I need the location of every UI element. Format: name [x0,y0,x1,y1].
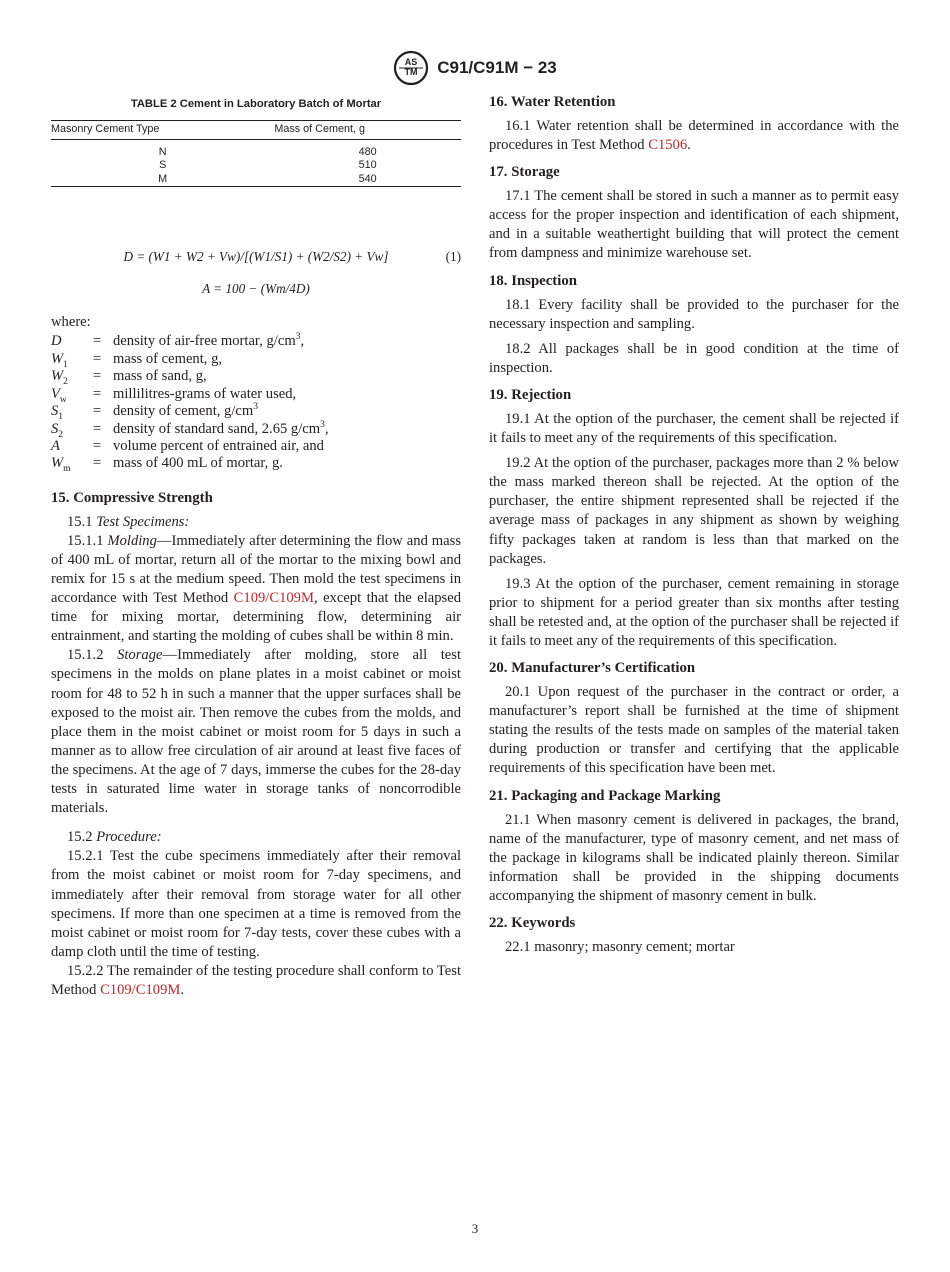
equation-2-body: A = 100 − (Wm/4D) [202,281,310,297]
variable-row [51,403,329,420]
variable-description: density of standard sand, 2.65 $g/cm^3$, [113,419,329,437]
equation-1 [51,241,461,273]
svg-text:TM: TM [404,67,418,77]
variable-row [51,438,329,455]
equals-sign: = [92,420,102,437]
equation-2 [51,273,461,305]
para-15-2-title: Procedure: [96,829,162,846]
para-15-1-title: Test Specimens: [96,513,190,530]
para-19-1: 19.1 At the option of the purchaser, the cement shall be rejected if it fails to meet any of the requirements of this specification. [489,410,899,447]
link-c1506[interactable]: C1506 [648,137,688,154]
variable-description: mass of sand, g, [113,368,207,385]
variable-symbol: D [51,333,62,350]
variable-definitions [51,332,329,475]
section-22-heading: 22. Keywords [489,915,576,931]
section-20-heading: 20. Manufacturer’s Certification [489,660,696,677]
variable-symbol: $W_2$ [51,368,68,388]
table-cell: 480 [358,145,377,158]
table-cell: 540 [274,173,461,187]
para-15-2-1: 15.2.1 Test the cube specimens immediately after their removal from the moist cabinet or moist room for 7-day specimens, and immediately after their removal from storage water for all other specimens. If more than one specimen at a time is removed from the moist cabinet or moist room for 7-day tests, cover these cubes with a damp cloth until the time of testing. [51,848,461,960]
variable-row [51,368,329,385]
para-15-2: 15.2 Procedure: [67,829,162,846]
para-18-2: 18.2 All packages shall be in good condition at the time of inspection. [489,340,899,376]
where-label: where: [51,314,91,331]
equation-1-body: D = (W1 + W2 + Vw)/[(W1/S1) + (W2/S2) + Vw] [123,249,389,265]
variable-description: volume percent of entrained air, and [113,437,324,454]
document-designation: C91/C91M − 23 [437,58,557,77]
section-21-heading: 21. Packaging and Package Marking [489,787,721,804]
equals-sign: = [92,403,102,420]
variable-symbol: $S_1$ [51,403,64,422]
left-column [51,92,461,1000]
variable-description: density of cement, $g/cm^3$ [113,402,258,420]
variable-description: mass of 400 mL of mortar, g. [113,455,283,472]
table-2-title: TABLE 2 Cement in Laboratory Batch of Mortar [130,98,382,110]
col-header-cement-type: Masonry Cement Type [51,121,274,140]
para-21-1: 21.1 When masonry cement is delivered in packages, the brand, name of the manufacturer, type of masonry cement, and net mass of the package in kilograms shall be indicated plainly thereon. Similar information shall be provided in the shipping documents accompanying the shipment of masonry cement in bulk. [489,811,899,904]
variable-symbol: $W_m$ [51,455,71,475]
section-15-heading: 15. Compressive Strength [51,489,213,506]
equation-1-number: (1) [445,249,461,265]
link-c109[interactable]: C109/C109M [233,590,314,607]
table-row [51,173,461,187]
variable-row [51,455,329,472]
equals-sign: = [92,368,102,385]
equals-sign: = [92,350,102,367]
variable-description: density of air-free mortar, $g/cm^3$, [113,332,305,350]
variable-row [51,386,329,403]
variable-row [51,333,329,350]
section-17-heading: 17. Storage [489,164,560,181]
variable-row [51,351,329,368]
variable-symbol: A [51,437,60,454]
astm-logo [393,50,429,86]
para-20-1: 20.1 Upon request of the purchaser in the contract or order, a manufacturer’s report shall be furnished at the time of shipment stating the results of the tests made on samples of the material taken during production or transfer and certifying that the applicable requirements of this specification have been met. [489,684,899,777]
para-19-2: 19.2 At the option of the purchaser, packages more than 2 % below the mass marked thereon shall be rejected. At the option of the purchaser, the entire shipment represented shall be rejected if the average mass of packages in any shipment as shown by weighing fifty packages taken at random is less than that marked on the packages. [489,455,899,567]
link-c109[interactable]: C109/C109M [100,981,181,998]
variable-description: mass of cement, g, [113,350,223,367]
para-15-1: 15.1 Test Specimens: [67,513,190,530]
para-15-2-2: 15.2.2 The remainder of the testing procedure shall conform to Test Method C109/C109M. [51,962,461,998]
table-header-row [51,121,461,140]
variable-row [51,421,329,438]
col-header-mass: Mass of Cement, g [274,121,461,140]
para-15-1-1: 15.1.1 Molding—Immediately after determining the flow and mass of 400 mL of mortar, return all of the mortar to the mixing bowl and remix for 15 s at the medium speed. Then mold the test specimens in accordance with Test Method C109/C109M, except that the elapsed time for mixing mortar, determining flow, determining air entrainment, and starting the molding of cubes shall be within 8 min. [51,532,462,645]
section-19-heading: 19. Rejection [489,386,572,403]
variable-symbol: $W_1$ [51,350,68,370]
table-cell: M [51,173,274,187]
table-cell: 510 [358,159,377,172]
equals-sign: = [92,333,102,350]
equals-sign: = [92,437,102,454]
equals-sign: = [92,385,102,402]
table-cell: S [159,159,167,172]
variable-description: millilitres-grams of water used, [113,385,297,402]
para-22-1: 22.1 masonry; masonry cement; mortar [505,939,735,955]
section-16-heading: 16. Water Retention [489,94,616,110]
right-column [489,92,899,957]
section-18-heading: 18. Inspection [489,272,577,289]
para-18-1: 18.1 Every facility shall be provided to the purchaser for the necessary inspection and sampling. [489,296,899,332]
page-header [0,50,950,86]
para-17-1: 17.1 The cement shall be stored in such a manner as to permit easy access for the proper inspection and identification of each shipment, and in a suitable weathertight building that will protect the cement from dampness and minimize warehouse set. [489,188,899,262]
table-2 [51,120,461,187]
equals-sign: = [92,455,102,472]
svg-text:AS: AS [404,57,418,67]
table-cell: N [158,145,167,158]
table-row [51,159,461,173]
para-19-3: 19.3 At the option of the purchaser, cement remaining in storage prior to shipment for a period greater than six months after testing shall be retested and, at the option of the purchaser shall be rejected if it fails to meet any of the requirements of this specification. [489,575,899,649]
para-16-1: 16.1 Water retention shall be determined in accordance with the procedures in Test Method C1506. [489,118,899,154]
para-15-1-2: 15.1.2 Storage—Immediately after molding, store all test specimens in the molds on plane plates in a moist cabinet or moist room for 48 to 52 h in such a manner that the upper surfaces shall be exposed to the moist air. Then remove the cubes from the molds, and place them in the moist cabinet or moist room for 5 days in such a manner as to allow free circulation of air around at least five faces of the specimens. At the age of 7 days, immerse the cubes for the 28-day tests in saturated lime water in storage tanks of noncorrodible materials. [51,647,461,817]
variable-symbol: $V_w$ [51,385,67,405]
variable-symbol: $S_2$ [51,420,64,440]
page-number: 3 [471,1221,479,1236]
table-row [51,146,461,160]
